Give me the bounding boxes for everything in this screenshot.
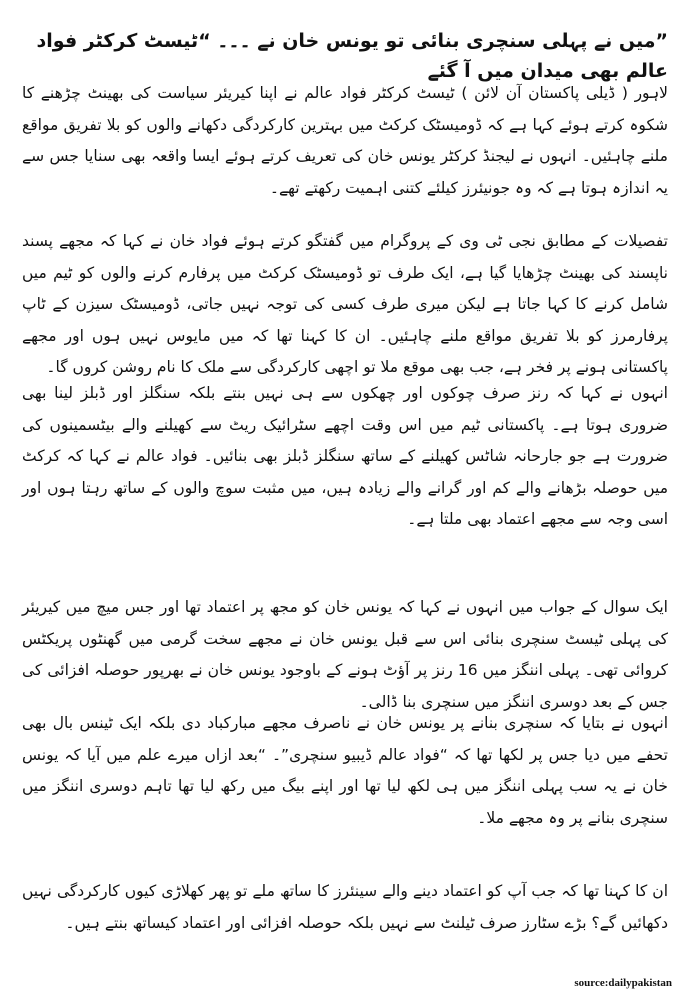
source-credit: source:dailypakistan [574,977,672,989]
article-paragraph-1: لاہور ( ڈیلی پاکستان آن لائن ) ٹیسٹ کرکٹر فواد عالم نے اپنا کیریئر سیاست کی بھینٹ چڑھنے کا شکوہ کرتے ہوئے کہا ہے کہ ڈومیسٹک کرکٹ میں بہترین کارکردگی دکھانے والوں کو بلا تفریق مواقع ملنے چاہئیں۔ انہوں نے لیجنڈ کرکٹر یونس خان کی تعریف کرتے ہوئے ایسا واقعہ بھی سنایا جس سے یہ اندازہ ہوتا ہے کہ وہ جونیئرز کیلئے کتنی اہمیت رکھتے تھے۔ [22,84,668,197]
article-paragraph-2: تفصیلات کے مطابق نجی ٹی وی کے پروگرام میں گفتگو کرتے ہوئے فواد خان نے کہا کہ مجھے پسند ناپسند کی بھینٹ چڑھایا گیا ہے، ایک طرف تو ڈومیسٹک کرکٹ میں پرفارم کرنے والوں کو ٹیم میں شامل کرنے کا کہا جاتا ہے لیکن میری طرف کسی کی توجہ نہیں جاتی، ڈومیسٹک سیزن کے ٹاپ پرفارمرز کو بلا تفریق مواقع ملنے چاہئیں۔ ان کا کہنا تھا کہ میں مایوس نہیں ہوں اور مجھے پاکستانی ہونے پر فخر ہے، جب بھی موقع ملا تو اچھی کارکردگی سے ملک کا نام روشن کروں گا۔ [22,232,668,376]
article-paragraph-6: ان کا کہنا تھا کہ جب آپ کو اعتماد دینے والے سینئرز کا ساتھ ملے تو پھر کھلاڑی کیوں کارکردگی نہیں دکھائیں گے؟ بڑے سٹارز صرف ٹیلنٹ سے نہیں بلکہ حوصلہ افزائی اور اعتماد کیساتھ بنتے ہیں۔ [22,882,668,932]
article-paragraph-3: انہوں نے کہا کہ رنز صرف چوکوں اور چھکوں سے ہی نہیں بنتے بلکہ سنگلز اور ڈبلز لینا بھی ضروری ہوتا ہے۔ پاکستانی ٹیم میں اس وقت اچھے سٹرائیک ریٹ سے کھیلنے والے بیٹسمینوں کی ضرورت ہے جو جارحانہ شاٹس کھیلنے کے ساتھ سنگلز ڈبلز بھی بنائیں۔ فواد عالم نے کہا کہ کرکٹ میں حوصلہ بڑھانے والے کم اور گرانے والے زیادہ ہیں، میں مثبت سوچ والوں کے ساتھ رہتا ہوں اور اسی وجہ سے مجھے اعتماد بھی ملتا ہے۔ [22,384,668,528]
article-paragraph-4: ایک سوال کے جواب میں انہوں نے کہا کہ یونس خان کو مجھ پر اعتماد تھا اور جس میچ میں کیریئر کی پہلی ٹیسٹ سنچری بنائی اس سے قبل یونس خان نے مجھے سخت گرمی میں گھنٹوں پریکٹس کروائی تھی۔ پہلی اننگز میں 16 رنز پر آؤٹ ہونے کے باوجود یونس خان نے بھرپور حوصلہ افزائی کی جس کے بعد دوسری اننگز میں سنچری بنا ڈالی۔ [22,598,668,711]
article-paragraph-5: انہوں نے بتایا کہ سنچری بنانے پر یونس خان نے ناصرف مجھے مبارکباد دی بلکہ ایک ٹینس بال بھی تحفے میں دیا جس پر لکھا تھا کہ “فواد عالم ڈیبیو سنچری”۔ “بعد ازاں میرے علم میں آیا کہ یونس خان نے یہ سب پہلی اننگز میں ہی لکھ لیا تھا اور اپنے بیگ میں رکھ لیا تھا تاہم دوسری اننگز میں سنچری بنانے پر وہ مجھے ملا۔ [22,714,668,827]
article-headline: ”میں نے پہلی سنچری بنائی تو یونس خان نے ۔۔۔ “ٹیسٹ کرکٹر فواد عالم بھی میدان میں آ گئے [36,30,668,82]
